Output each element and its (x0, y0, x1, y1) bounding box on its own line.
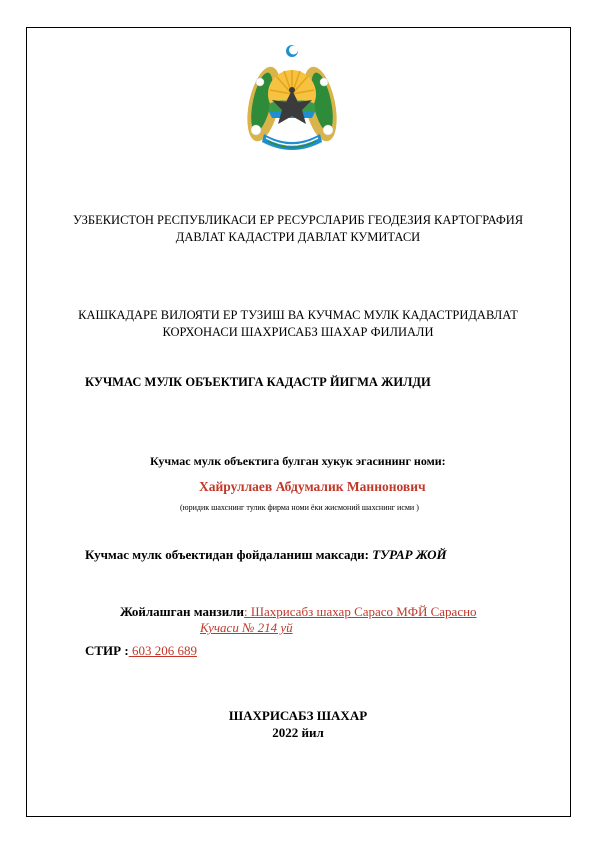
address-value-line1: : Шахрисабз шахар Сарасо МФЙ Сарасно (244, 604, 477, 619)
state-emblem-icon (242, 42, 342, 154)
address-label: Жойлашган манзили (120, 604, 245, 619)
ministry-header (0, 212, 596, 246)
footer (0, 707, 596, 741)
owner-note: (юридик шахснинг тулик фирма номи ёки жисмоний шахснинг исми ) (180, 503, 419, 512)
usage-purpose-label: Кучмас мулк объектидан фойдаланиш максади: (85, 547, 369, 562)
owner-label: Кучмас мулк объектига булган хукук эгасининг номи: (150, 454, 446, 468)
ministry-header-line2: ДАВЛАТ КАДАСТРИ ДАВЛАТ КУМИТАСИ (175, 230, 421, 244)
branch-header-line1: КАШКАДАРЕ ВИЛОЯТИ ЕР ТУЗИШ ВА КУЧМАС МУЛК КАДАСТРИДАВЛАТ (78, 308, 518, 322)
stir (85, 643, 197, 659)
document-title: КУЧМАС МУЛК ОБЪЕКТИГА КАДАСТР ЙИГМА ЖИЛДИ (85, 375, 431, 389)
stir-label: СТИР : (85, 643, 129, 658)
footer-year: 2022 йил (272, 725, 324, 740)
branch-header (0, 307, 596, 341)
usage-purpose-value: ТУРАР ЖОЙ (372, 547, 447, 562)
address-value-line2: Кучаси № 214 уй (200, 620, 293, 635)
ministry-header-line1: УЗБЕКИСТОН РЕСПУБЛИКАСИ ЕР РЕСУРСЛАРИБ ГЕОДЕЗИЯ КАРТОГРАФИЯ (72, 213, 524, 227)
branch-header-line2: КОРХОНАСИ ШАХРИСАБЗ ШАХАР ФИЛИАЛИ (162, 325, 434, 339)
owner-name: Хайруллаев Абдумалик Маннонович (199, 479, 426, 494)
address (120, 604, 477, 620)
usage-purpose (85, 547, 447, 563)
stir-value: 603 206 689 (128, 643, 197, 658)
footer-city: ШАХРИСАБЗ ШАХАР (228, 708, 368, 723)
